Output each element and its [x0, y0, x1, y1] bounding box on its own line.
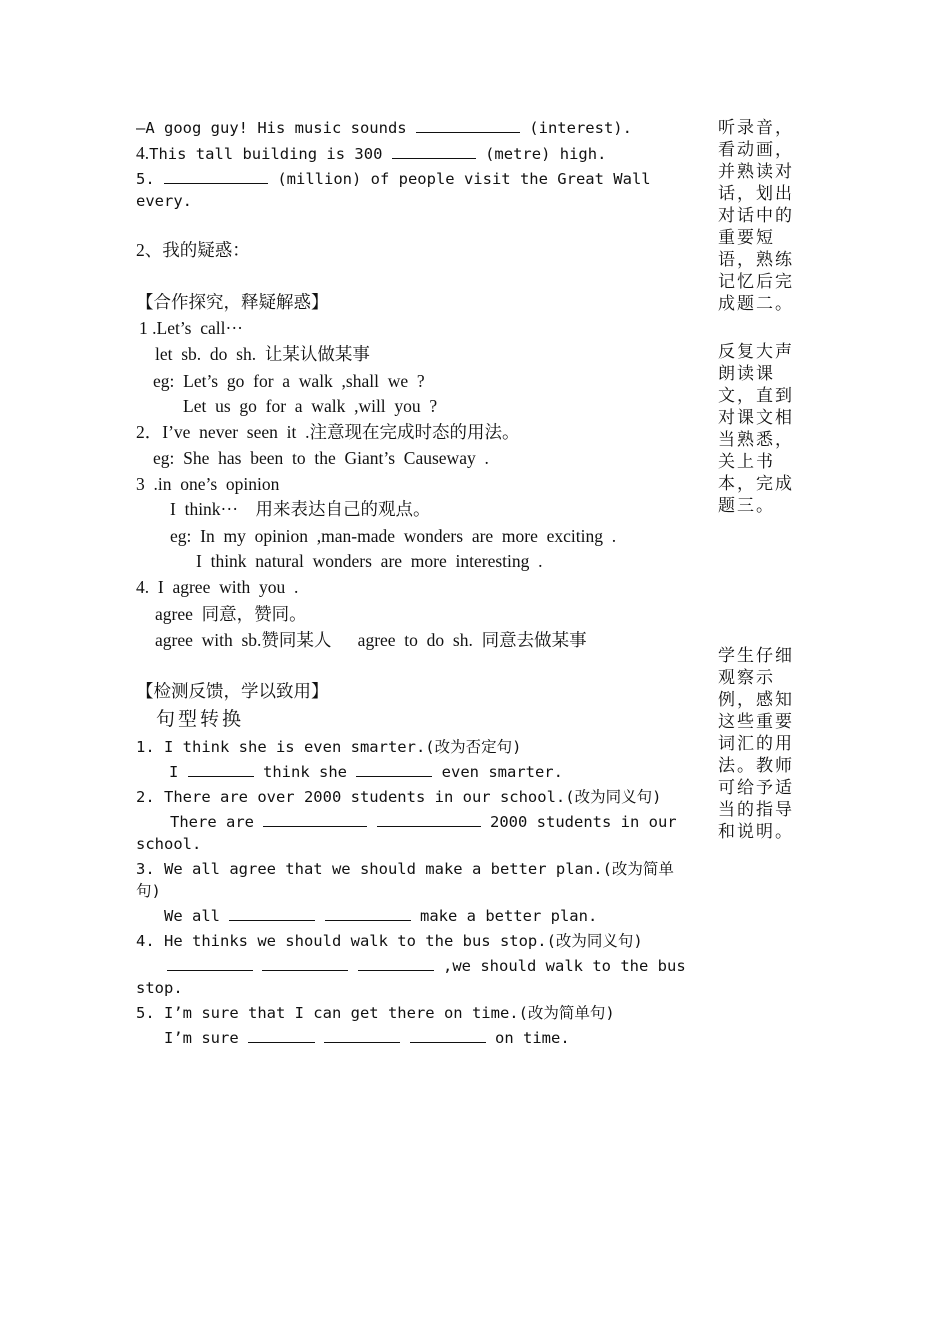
line-text: (metre) high.	[475, 145, 607, 163]
question-4-answer	[167, 955, 686, 977]
question-1: 1. I think she is even smarter.(改为否定句)	[136, 738, 522, 756]
question-5-answer	[164, 1027, 570, 1049]
coop-item-1-example: eg: Let’s go for a walk ,shall we ?	[153, 371, 425, 391]
answer-blank[interactable]	[325, 906, 411, 921]
coop-item-1-usage: let sb. do sh. 让某认做某事	[155, 344, 370, 364]
coop-item-4: 4. I agree with you .	[136, 577, 299, 597]
line-text: even smarter.	[432, 763, 563, 781]
question-2-answer	[170, 811, 677, 833]
coop-item-4-meaning: agree 同意，赞同。	[155, 604, 307, 624]
coop-item-2-example: eg: She has been to the Giant’s Causeway .	[153, 448, 489, 468]
question-5: 5. I’m sure that I can get there on time.(改为简单句)	[136, 1004, 615, 1022]
coop-item-3-usage: I think··· 用来表达自己的观点。	[170, 499, 431, 519]
answer-blank[interactable]	[392, 144, 476, 159]
question-4-answer-cont: stop.	[136, 979, 183, 997]
answer-blank[interactable]	[229, 906, 315, 921]
line-text: make a better plan.	[410, 907, 598, 925]
answer-blank[interactable]	[377, 812, 481, 827]
question-3: 3. We all agree that we should make a better plan.(改为简单	[136, 860, 674, 878]
exercise-line-3	[136, 117, 632, 139]
doubts-heading: 2、我的疑惑：	[136, 240, 250, 260]
answer-blank[interactable]	[164, 169, 268, 184]
question-1-answer	[169, 761, 563, 783]
answer-blank[interactable]	[188, 762, 254, 777]
line-text: I’m sure	[164, 1029, 248, 1047]
question-2: 2. There are over 2000 students in our school.(改为同义句)	[136, 788, 662, 806]
line-text: on time.	[485, 1029, 570, 1047]
answer-blank[interactable]	[358, 956, 434, 971]
exercise-line-5	[136, 168, 651, 190]
coop-heading: 【合作探究，释疑解惑】	[136, 292, 329, 312]
question-4: 4. He thinks we should walk to the bus stop.(改为同义句)	[136, 932, 643, 950]
line-text: (million) of people visit the Great Wall	[268, 170, 651, 188]
item-number: 4.	[136, 143, 150, 163]
line-text: —A goog guy! His music sounds	[136, 119, 416, 137]
line-text: This tall building is 300	[149, 145, 392, 163]
side-note-1: 听录音，看动画，并熟读对话，划出对话中的重要短语，熟练记忆后完成题二。	[718, 118, 794, 314]
question-3-cont: 句)	[136, 882, 161, 900]
answer-blank[interactable]	[248, 1028, 315, 1043]
check-heading: 【检测反馈，学以致用】	[136, 681, 329, 701]
line-text: 2000 students in our	[480, 813, 677, 831]
side-note-3: 学生仔细观察示例，感知这些重要词汇的用法。教师可给予适当的指导和说明。	[718, 646, 794, 842]
coop-item-3: 3 .in one’s opinion	[136, 474, 280, 494]
coop-item-1: 1 .Let’s call···	[139, 318, 243, 338]
line-text: There are	[170, 813, 264, 831]
check-subheading: 句型转换	[156, 708, 245, 730]
line-text: I	[169, 763, 188, 781]
answer-blank[interactable]	[356, 762, 432, 777]
coop-item-3-example-2: I think natural wonders are more interesting .	[196, 551, 543, 571]
question-3-answer	[164, 905, 597, 927]
coop-item-4-usage: agree with sb.赞同某人 agree to do sh. 同意去做某事	[155, 630, 587, 650]
side-note-2: 反复大声朗读课文，直到对课文相当熟悉，关上书本，完成题三。	[718, 342, 794, 516]
coop-item-1-example-2: Let us go for a walk ,will you ?	[183, 396, 438, 416]
line-text: think she	[253, 763, 357, 781]
exercise-line-4	[136, 142, 606, 165]
coop-item-3-example: eg: In my opinion ,man-made wonders are more exciting .	[170, 526, 617, 546]
line-text: We all	[164, 907, 230, 925]
line-text: ,we should walk to the bus	[433, 957, 686, 975]
answer-blank[interactable]	[324, 1028, 400, 1043]
exercise-line-5-cont: every.	[136, 192, 192, 210]
answer-blank[interactable]	[263, 812, 367, 827]
line-text: (interest).	[519, 119, 632, 137]
answer-blank[interactable]	[167, 956, 253, 971]
answer-blank[interactable]	[410, 1028, 486, 1043]
line-text: 5.	[136, 170, 164, 188]
question-2-answer-cont: school.	[136, 835, 202, 853]
answer-blank[interactable]	[416, 118, 520, 133]
coop-item-2: 2．I’ve never seen it .注意现在完成时态的用法。	[136, 422, 520, 442]
answer-blank[interactable]	[262, 956, 348, 971]
